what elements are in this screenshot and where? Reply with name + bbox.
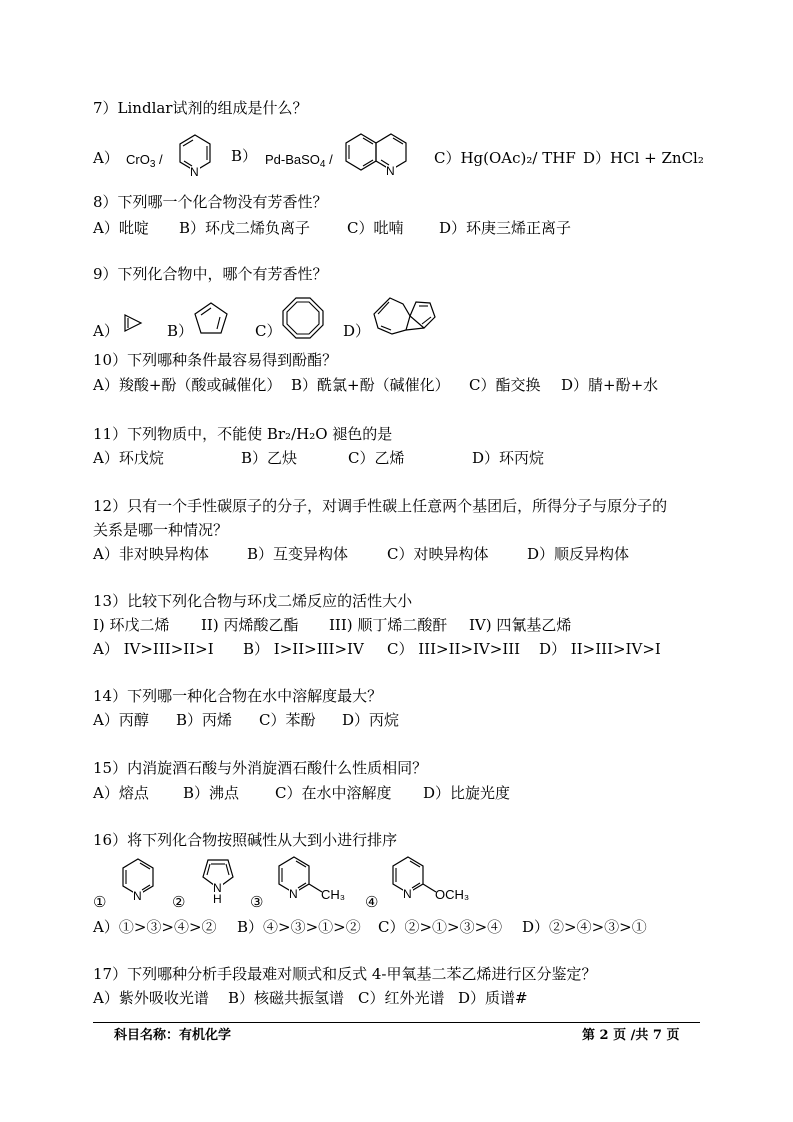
q8-question: 8）下列哪一个化合物没有芳香性？: [93, 193, 328, 211]
cyclopropene-structure: [122, 312, 144, 334]
q9-option-c-label: C）: [255, 322, 282, 340]
q7-option-a-reagent: [126, 150, 163, 170]
q15-option-a: A）熔点: [93, 784, 149, 802]
q10-option-d: D）腈+酚+水: [561, 376, 659, 394]
q12-option-d: D）顺反异构体: [527, 545, 630, 563]
cyclopentadiene-structure: [192, 300, 230, 336]
q8-option-b: B）环戊二烯负离子: [179, 219, 311, 237]
q15-option-c: C）在水中溶解度: [275, 784, 392, 802]
q17-option-d: D）质谱#: [458, 989, 528, 1007]
q13-compound-1: I) 环戊二烯: [93, 616, 170, 634]
q7-option-c: C）Hg(OAc)₂/ THF: [434, 149, 576, 167]
methyl-label: CH₃: [321, 887, 346, 902]
q11-option-d: D）环丙烷: [472, 449, 545, 467]
q11-question: 11）下列物质中，不能使 Br₂/H₂O 褪色的是: [93, 425, 393, 443]
footer-divider: [93, 1022, 700, 1023]
q16-question: 16）将下列化合物按照碱性从大到小进行排序: [93, 831, 398, 849]
pyrrole-n-label: N: [213, 881, 222, 895]
footer-subject: 科目名称：有机化学: [114, 1028, 232, 1043]
q9-option-d-label: D）: [343, 322, 371, 340]
cyclooctatetraene-structure: [281, 296, 325, 340]
q15-option-b: B）沸点: [183, 784, 240, 802]
q13-compound-4: IV) 四氰基乙烯: [469, 616, 572, 634]
q10-options: [93, 375, 658, 395]
q9-option-b-label: B）: [167, 322, 194, 340]
q14-options: [93, 710, 399, 730]
methoxypyridine-structure: [390, 854, 480, 906]
q10-option-a: A）羧酸+酚（酸或碱催化）: [93, 376, 282, 394]
q12-options: [93, 544, 629, 564]
q8-option-d: D）环庚三烯正离子: [439, 219, 572, 237]
q7-option-b-label: B）: [231, 147, 258, 165]
pyridine-1-n-label: N: [133, 889, 142, 903]
methoxy-label: OCH₃: [435, 887, 470, 902]
q8-options: [93, 218, 571, 238]
q7-a-reagent-sub: 3: [149, 159, 156, 170]
q12-option-a: A）非对映异构体: [93, 545, 209, 563]
q7-question: 7）Lindlar试剂的组成是什么？: [93, 99, 308, 117]
methylpyridine-n-label: N: [289, 887, 298, 901]
q14-option-a: A）丙醇: [93, 711, 149, 729]
q17-question: 17）下列哪种分析手段最难对顺式和反式 4-甲氧基二苯乙烯进行区分鉴定？: [93, 965, 597, 983]
pyridine-n-label: N: [190, 165, 199, 179]
q15-options: [93, 783, 510, 803]
q11-option-c: C）乙烯: [348, 449, 405, 467]
pyrrole-structure: [198, 854, 238, 906]
q16-options: [93, 917, 647, 937]
q15-option-d: D）比旋光度: [423, 784, 511, 802]
q14-question: 14）下列哪一种化合物在水中溶解度最大？: [93, 687, 383, 705]
footer-page-number: 第 2 页 /共 7 页: [582, 1028, 680, 1043]
q16-marker-2: ②: [172, 893, 186, 911]
q14-option-c: C）苯酚: [259, 711, 316, 729]
q11-options: [93, 448, 544, 468]
q7-b-reagent-sep: /: [325, 152, 333, 167]
q17-option-a: A）紫外吸收光谱: [93, 989, 209, 1007]
q7-a-reagent-main: CrO: [126, 152, 150, 167]
q16-marker-4: ④: [365, 893, 379, 911]
q8-option-c: C）吡喃: [347, 219, 404, 237]
q13-question: 13）比较下列化合物与环戊二烯反应的活性大小: [93, 592, 413, 610]
q16-option-b: B）④>③>①>②: [237, 918, 361, 936]
q16-option-c: C）②>①>③>④: [378, 918, 503, 936]
q13-option-a: A） IV>III>II>I: [93, 640, 214, 658]
pyridine-structure: [176, 132, 214, 182]
q13-compound-2: II) 丙烯酸乙酯: [201, 616, 299, 634]
q14-option-d: D）丙烷: [342, 711, 400, 729]
q10-option-c: C）酯交换: [469, 376, 541, 394]
q7-a-reagent-sep: /: [155, 152, 163, 167]
q16-option-d: D）②>④>③>①: [522, 918, 647, 936]
methylpyridine-structure: [276, 854, 356, 906]
q12-option-c: C）对映异构体: [387, 545, 489, 563]
q13-options: [93, 639, 661, 659]
q7-b-reagent-sub: 4: [319, 159, 326, 170]
q17-options: [93, 988, 528, 1008]
q13-compound-3: III) 顺丁烯二酸酐: [329, 616, 448, 634]
q13-option-d: D） II>III>IV>I: [539, 640, 661, 658]
q12-question-line1: 12）只有一个手性碳原子的分子，对调手性碳上任意两个基团后，所得分子与原分子的: [93, 497, 668, 515]
q17-option-b: B）核磁共振氢谱: [228, 989, 345, 1007]
q8-option-a: A）吡啶: [93, 219, 149, 237]
q10-option-b: B）酰氯+酚（碱催化）: [291, 376, 450, 394]
q12-option-b: B）互变异构体: [247, 545, 349, 563]
q14-option-b: B）丙烯: [176, 711, 233, 729]
q7-option-d: D）HCl + ZnCl₂: [583, 149, 704, 167]
q11-option-b: B）乙炔: [241, 449, 298, 467]
q13-compounds: [93, 615, 571, 635]
quinoline-structure: [343, 130, 411, 182]
q7-option-b-reagent: [265, 150, 333, 170]
q10-question: 10）下列哪种条件最容易得到酚酯？: [93, 351, 338, 369]
q16-marker-3: ③: [250, 893, 264, 911]
q7-b-reagent-main: Pd-BaSO: [265, 152, 320, 167]
azulene-structure: [372, 296, 438, 336]
q9-question: 9）下列化合物中，哪个有芳香性？: [93, 265, 328, 283]
q9-option-a-label: A）: [93, 322, 119, 340]
q13-option-b: B） I>II>III>IV: [243, 640, 364, 658]
q16-option-a: A）①>③>④>②: [93, 918, 217, 936]
q16-marker-1: ①: [93, 893, 107, 911]
q7-option-a-label: A）: [93, 149, 119, 167]
q12-question-line2: 关系是哪一种情况？: [93, 521, 229, 539]
pyrrole-h-label: H: [213, 892, 222, 906]
q13-option-c: C） III>II>IV>III: [387, 640, 521, 658]
q11-option-a: A）环戊烷: [93, 449, 164, 467]
quinoline-n-label: N: [386, 164, 395, 178]
methoxypyridine-n-label: N: [403, 887, 412, 901]
q15-question: 15）内消旋酒石酸与外消旋酒石酸什么性质相同？: [93, 759, 428, 777]
pyridine-structure-1: [118, 856, 158, 906]
q17-option-c: C）红外光谱: [358, 989, 445, 1007]
